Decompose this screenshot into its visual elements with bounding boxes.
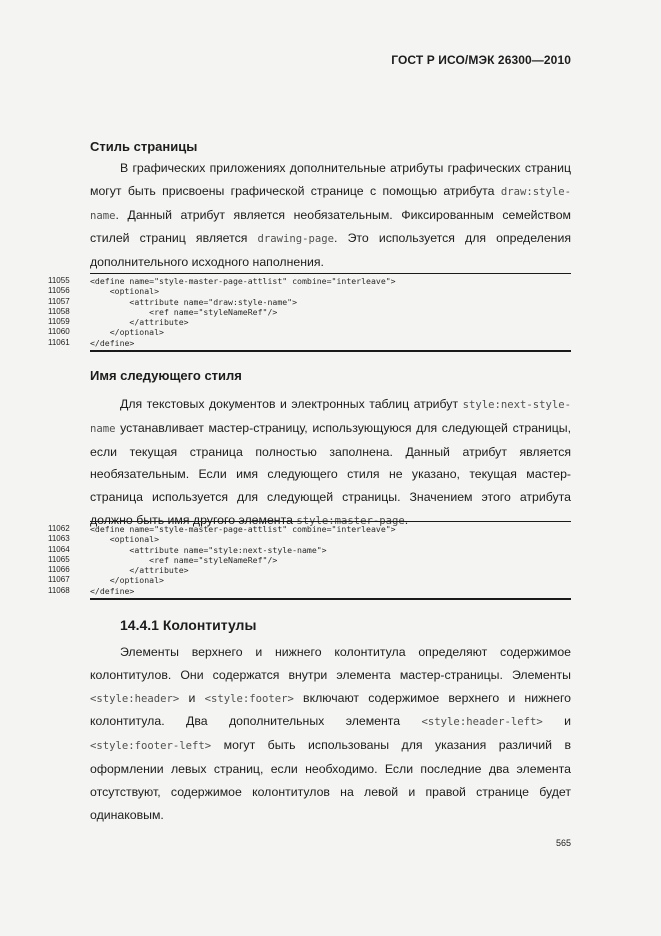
para-text: . Данный атрибут является необязательным. Фиксированным семейством стилей страниц является [90,207,571,246]
section-title-page-style: Стиль страницы [90,139,198,154]
code-text: </define> [90,585,135,596]
code-block-2 [0,524,571,596]
line-number: 11064 [48,544,70,554]
code-line [0,286,571,296]
line-number: 11059 [48,317,70,327]
para-text: устанавливает мастер-страницу, использующуюся для следующей страницы, если текущая страница полностью заполнена. Данный атрибут является необязательным. Если имя следующего стиля не указано, текущая мастер-страница используется для следующей страницы. Значением этого атрибута должно быть имя другого элемента [90,420,571,527]
line-number: 11063 [48,534,70,544]
line-number: 11062 [48,524,70,533]
code-rule-bottom [90,598,571,600]
code-line [0,307,571,317]
line-number: 11061 [48,337,70,347]
code-line [0,545,571,555]
para-text: Элементы верхнего и нижнего колонтитула определяют содержимое колонтитулов. Они содержатся внутри элемента мастер-страницы. Элементы [90,645,571,682]
section-title-headers-footers: 14.4.1 Колонтитулы [120,617,257,633]
code-text: </optional> [90,575,164,586]
code-text: <attribute name="draw:style-name"> [90,296,298,307]
line-number: 11055 [48,276,70,285]
code-text: </attribute> [90,565,189,576]
paragraph-headers-footers [90,641,571,826]
paragraph-next-style [90,393,571,533]
document-header: ГОСТ Р ИСО/МЭК 26300—2010 [391,53,571,67]
line-number: 11066 [48,565,70,575]
code-line [0,586,571,596]
code-line [0,276,571,286]
code-text: <define name="style-master-page-attlist" combine="interleave"> [90,276,396,286]
code-line [0,317,571,327]
para-text: . Это используется для определения дополнительного исходного наполнения. [90,231,571,270]
code-rule-top [90,521,571,522]
code-line [0,534,571,544]
line-number: 11068 [48,585,70,595]
code-text: <ref name="styleNameRef"/> [90,306,278,317]
code-text: <attribute name="style:next-style-name"> [90,544,327,555]
code-line [0,338,571,348]
code-rule-top [90,273,571,274]
code-line [0,575,571,585]
para-text: Для текстовых документов и электронных таблиц атрибут [120,397,463,411]
inline-code-style-footer: <style:footer> [204,692,294,705]
inline-code-drawing-page: drawing-page [257,233,335,246]
paragraph-page-style [90,157,571,274]
code-text: </attribute> [90,317,189,328]
inline-code-style-footer-left: <style:footer-left> [90,740,212,753]
line-number: 11060 [48,327,70,337]
section-title-next-style: Имя следующего стиля [90,368,242,383]
inline-code-style-next-style-name: style:next-style-name [90,399,571,435]
code-block-1 [0,276,571,348]
code-line [0,524,571,534]
para-text: и [542,714,571,729]
code-line [0,297,571,307]
line-number: 11065 [48,554,70,564]
code-text: <optional> [90,286,160,297]
inline-code-draw-style-name: draw:style-name [90,185,571,222]
code-line [0,555,571,565]
line-number: 11058 [48,306,70,316]
code-text: </define> [90,337,135,348]
code-line [0,565,571,575]
page-number: 565 [555,838,571,848]
para-text: включают содержимое верхнего и нижнего колонтитула. Два дополнительных элемента [90,690,571,729]
para-text: могут быть использованы для указания различий в оформлении левых страниц, если необходимо. Если последние два элемента отсутствуют, содержимое колонтитулов на левой и правой странице будет одинаковым. [90,738,571,822]
code-text: <optional> [90,534,160,545]
para-text: . [404,512,409,527]
para-text: и [179,690,205,705]
code-rule-bottom [90,350,571,352]
code-text: </optional> [90,327,164,338]
code-text: <ref name="styleNameRef"/> [90,554,278,565]
code-line [0,327,571,337]
code-text: <define name="style-master-page-attlist" combine="interleave"> [90,524,396,534]
inline-code-style-header: <style:header> [90,692,180,705]
line-number: 11056 [48,286,70,296]
inline-code-style-header-left: <style:header-left> [421,716,543,729]
line-number: 11057 [48,296,70,306]
para-text: В графических приложениях дополнительные атрибуты графических страниц могут быть присвоены графической странице с помощью атрибута [90,161,571,198]
line-number: 11067 [48,575,70,585]
inline-code-style-master-page: style:master-page [296,514,405,527]
